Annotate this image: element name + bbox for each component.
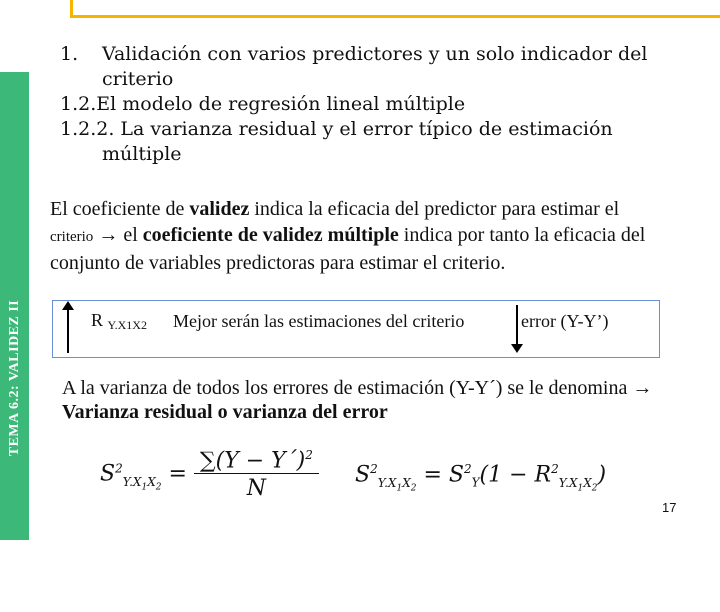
intro-text-1: El coeficiente de (50, 198, 190, 220)
f1-fraction (194, 448, 319, 501)
heading-1-text: Validación con varios predictores y un solo indicador del (102, 43, 648, 65)
definition-text (62, 376, 662, 424)
intro-bold-validez: validez (189, 198, 250, 220)
f2-rhs: = S (423, 462, 464, 488)
sidebar-title: TEMA 6.2: VALIDEZ II (6, 299, 22, 457)
top-accent-line (70, 15, 720, 18)
intro-text-3: indica por tanto la eficacia del conjunto de variables predictoras para estimar el criterio. (50, 224, 646, 274)
r-label (91, 310, 147, 333)
heading-2: 1.2.El modelo de regresión lineal múltiple (60, 93, 466, 115)
sidebar-band (0, 72, 29, 540)
f1-equals: = (168, 461, 194, 487)
intro-arrow: → el (93, 224, 143, 246)
definition-bold: Varianza residual o varianza del error (62, 401, 388, 423)
f1-sup: 2 (115, 461, 123, 476)
formula-residual-r: $S^2_{Y.X_1X_2} = S^2_Y(1 - R^2_{Y.X_1X_2})$ (355, 462, 607, 494)
heading-1-number: 1. (60, 43, 79, 65)
heading-1 (60, 42, 710, 67)
f2-paren: (1 − R (479, 462, 552, 488)
arrow-down-icon (516, 305, 518, 347)
box-right-text: error (Y-Y’) (521, 311, 609, 331)
intro-paragraph (50, 196, 715, 276)
f1-s: S (100, 461, 116, 487)
intro-text-2: indica la eficacia del predictor para estimar el (249, 198, 620, 220)
page-number: 17 (662, 500, 677, 515)
f1-numerator: ∑(Y − Y´)$^2$ (194, 448, 319, 474)
f2-s: S (355, 462, 371, 488)
heading-3-cont: múltiple (102, 143, 182, 165)
f2-close: ) (597, 462, 607, 488)
arrow-up-icon (67, 303, 69, 353)
f1-sub: Y.X1X2 (122, 475, 162, 493)
r-symbol: R (91, 310, 104, 330)
intro-bold-coef: coeficiente de validez múltiple (142, 224, 399, 246)
slide-headings (60, 42, 710, 167)
definition-arrow: → (627, 377, 653, 399)
relation-box (52, 300, 660, 358)
definition-part1: A la varianza de todos los errores de estimación (Y-Y´) se le denomina (62, 377, 628, 399)
heading-1-cont: criterio (102, 68, 174, 90)
intro-small-criterio: criterio (50, 229, 94, 245)
f2-sub-y: Y (471, 475, 480, 490)
heading-3: 1.2.2. La varianza residual y el error típico de estimación (60, 118, 613, 140)
r-subscript: Y.X1X2 (107, 318, 147, 332)
formula-residual-variance (100, 448, 319, 501)
f1-denominator: N (246, 476, 267, 502)
box-middle-text: Mejor serán las estimaciones del criterio (173, 311, 465, 331)
